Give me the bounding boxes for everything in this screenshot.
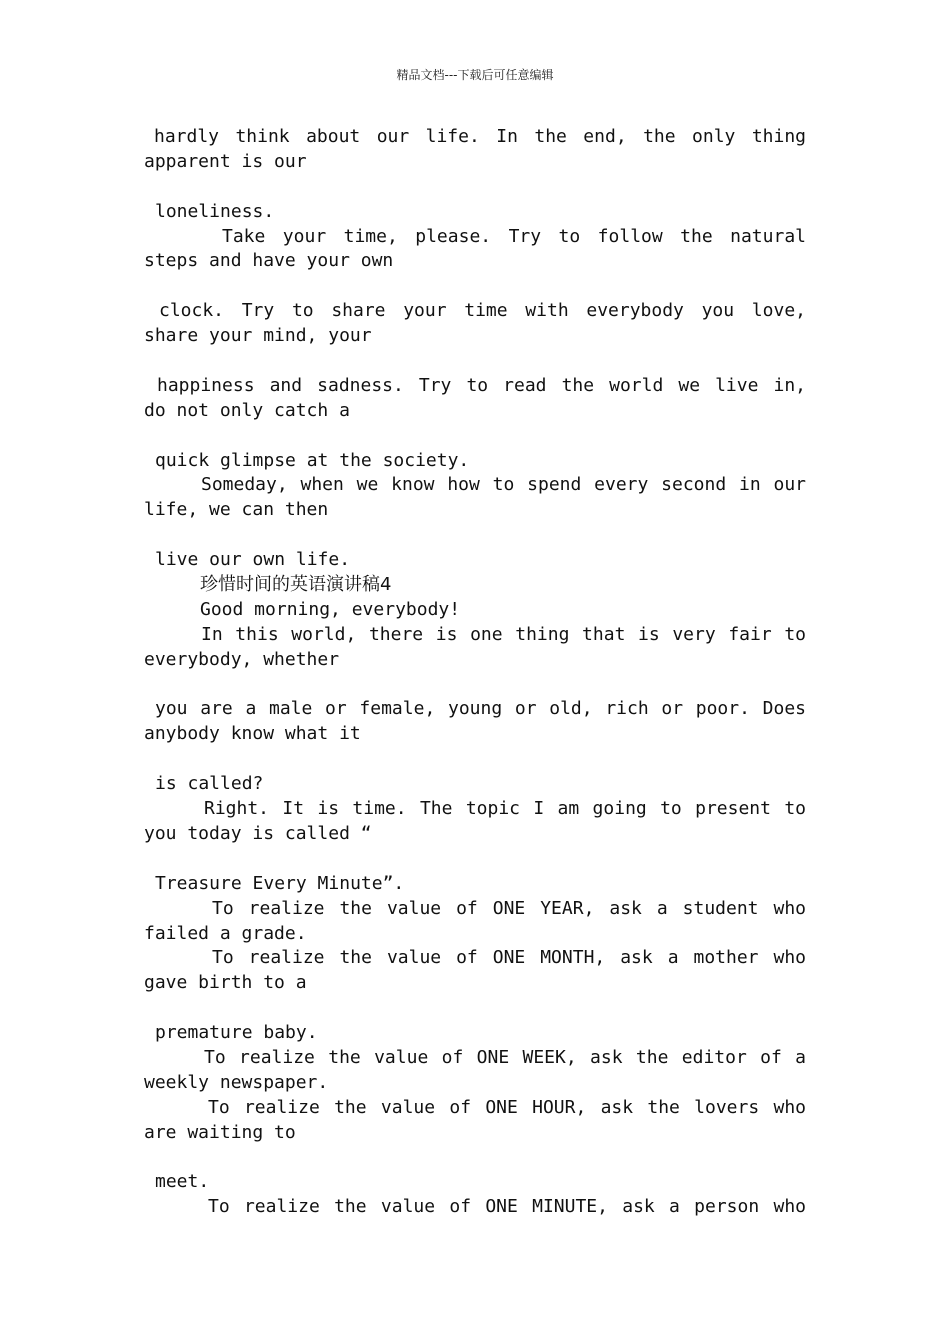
text-line: premature baby.	[155, 1022, 318, 1044]
text-line: Right. It is time. The topic I am going to present to	[204, 798, 806, 820]
text-line: do not only catch a	[144, 399, 350, 421]
text-line: To realize the value of ONE MONTH, ask a mother who	[212, 947, 806, 969]
text-line: In this world, there is one thing that is very fair to	[201, 623, 806, 645]
page-header: 精品文档---下载后可任意编辑	[396, 68, 554, 82]
text-line: gave birth to a	[144, 972, 307, 994]
text-line: failed a grade.	[144, 922, 307, 944]
text-line: share your mind, your	[144, 325, 372, 347]
document-body	[144, 125, 806, 1220]
text-line: clock. Try to share your time with everybody you love,	[159, 300, 806, 322]
text-line: meet.	[155, 1171, 210, 1193]
section-heading: 珍惜时间的英语演讲稿4	[200, 574, 392, 596]
text-line: is called?	[155, 773, 264, 795]
text-line: Good morning, everybody!	[200, 598, 461, 620]
text-line: To realize the value of ONE WEEK, ask the editor of a	[204, 1046, 806, 1068]
text-line: everybody, whether	[144, 648, 340, 670]
text-line: live our own life.	[155, 549, 351, 571]
text-line: Take your time, please. Try to follow the natural	[222, 225, 806, 247]
text-line: quick glimpse at the society.	[155, 449, 470, 471]
text-line	[144, 1146, 806, 1171]
text-line: life, we can then	[144, 499, 329, 521]
text-line: you today is called “	[144, 822, 372, 844]
text-line: Treasure Every Minute”.	[155, 872, 405, 894]
text-line: loneliness.	[155, 200, 275, 222]
text-line: To realize the value of ONE MINUTE, ask a person who	[208, 1196, 806, 1218]
text-line	[144, 747, 806, 772]
text-line: you are a male or female, young or old, rich or poor. Does	[155, 698, 806, 720]
text-line: steps and have your own	[144, 250, 394, 272]
text-line	[144, 175, 806, 200]
text-line: Someday, when we know how to spend every second in our	[201, 474, 806, 496]
text-line	[144, 996, 806, 1021]
text-line	[144, 274, 806, 299]
text-line: To realize the value of ONE HOUR, ask the lovers who	[208, 1096, 806, 1118]
text-line	[144, 523, 806, 548]
text-line	[144, 847, 806, 872]
text-line: apparent is our	[144, 150, 307, 172]
text-line: happiness and sadness. Try to read the world we live in,	[157, 374, 806, 396]
text-line: To realize the value of ONE YEAR, ask a student who	[212, 897, 806, 919]
text-line: are waiting to	[144, 1121, 296, 1143]
text-line	[144, 673, 806, 698]
text-line	[144, 349, 806, 374]
text-line	[144, 424, 806, 449]
text-line: hardly think about our life. In the end, the only thing	[154, 126, 806, 147]
text-line: anybody know what it	[144, 723, 361, 745]
text-line: weekly newspaper.	[144, 1071, 329, 1093]
